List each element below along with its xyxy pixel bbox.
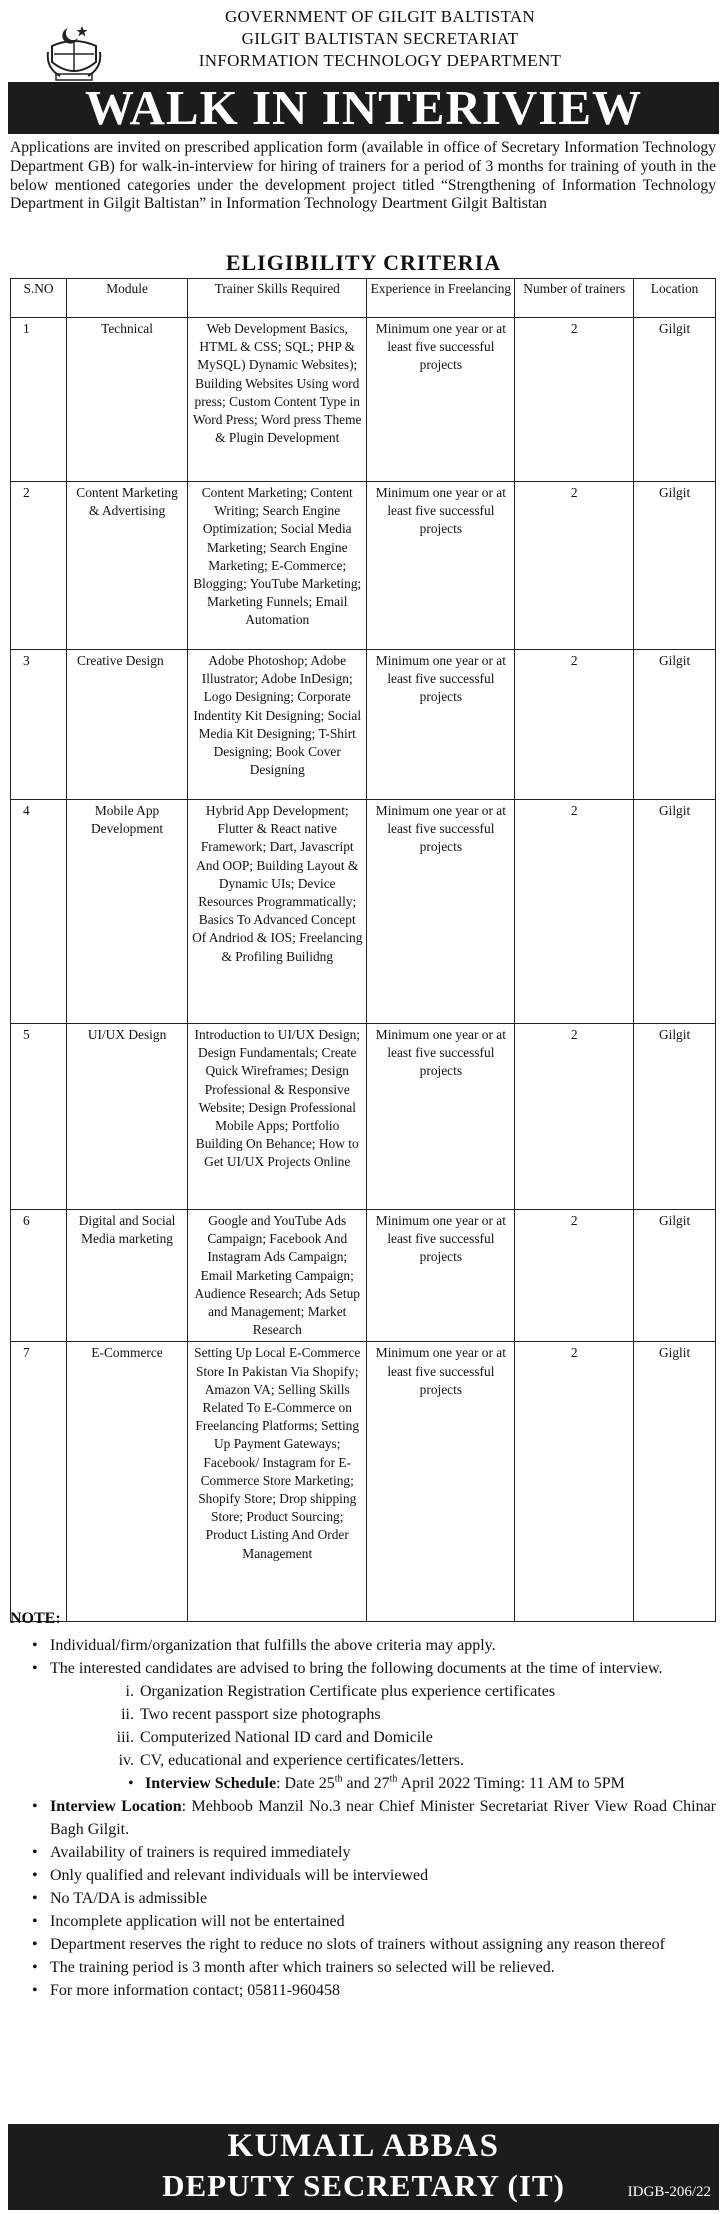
cell-experience: Minimum one year or at least five successful projects xyxy=(367,1342,515,1622)
location-text: : Mehboob Manzil No.3 near Chief Minister Secretariat River View Road Chinar Bagh Gilgit. xyxy=(50,1798,716,1838)
cell-module: UI/UX Design xyxy=(67,1024,188,1210)
notes-list xyxy=(10,1634,716,2002)
cell-skills: Hybrid App Development; Flutter & React native Framework; Dart, Javascript And OOP; Building Layout & Dynamic UIs; Device Resources Programmatically; Basics To Advanced Concept Of Andriod & IOS; Freelancing & Profiling Builidng xyxy=(188,800,367,1024)
header-line-secretariat: GILGIT BALTISTAN SECRETARIAT xyxy=(241,29,519,48)
note-title: NOTE: xyxy=(10,1610,61,1627)
cell-location: Gilgit xyxy=(634,800,716,1024)
cell-number: 2 xyxy=(515,318,634,482)
cell-experience: Minimum one year or at least five successful projects xyxy=(367,800,515,1024)
table-row xyxy=(11,1342,716,1622)
note-item: • Availability of trainers is required immediately xyxy=(32,1844,351,1861)
cell-location: Gilgit xyxy=(634,318,716,482)
cell-experience: Minimum one year or at least five successful projects xyxy=(367,1024,515,1210)
note-text: Incomplete application will not be entertained xyxy=(50,1913,345,1930)
table-row xyxy=(11,650,716,800)
table-row xyxy=(11,318,716,482)
cell-module: Creative Design xyxy=(67,650,188,800)
walk-in-banner: WALK IN INTERIVIEW xyxy=(8,82,719,134)
eligibility-table xyxy=(10,278,716,1622)
document-item xyxy=(10,1703,716,1726)
table-row xyxy=(11,1210,716,1342)
cell-skills: Google and YouTube Ads Campaign; Facebook And Instagram Ads Campaign; Email Marketing Campaign; Audience Research; Ads Setup and Management; Market Research xyxy=(188,1210,367,1342)
interview-schedule: • Interview Schedule: Date 25th and 27th April 2022 Timing: 11 AM to 5PM xyxy=(128,1773,625,1792)
note-item: • Individual/firm/organization that fulfills the above criteria may apply. xyxy=(32,1637,496,1654)
cell-skills: Adobe Photoshop; Adobe Illustrator; Adobe InDesign; Logo Designing; Corporate Indentity Kit Designing; Social Media Kit Designing; T-Shirt Designing; Book Cover Designing xyxy=(188,650,367,800)
cell-module: Content Marketing & Advertising xyxy=(67,482,188,650)
schedule-date-2: and 27 xyxy=(342,1775,390,1792)
cell-sno: 2 xyxy=(11,482,67,650)
note-item: • Incomplete application will not be entertained xyxy=(32,1913,345,1930)
signatory-name: KUMAIL ABBAS xyxy=(227,2128,500,2164)
advert-code: IDGB-206/22 xyxy=(627,2184,711,2200)
document-item xyxy=(10,1680,716,1703)
note-text: Availability of trainers is required immediately xyxy=(50,1844,351,1861)
cell-sno: 1 xyxy=(11,318,67,482)
header-number: Number of trainers xyxy=(515,279,634,318)
document-number: ii. xyxy=(121,1706,134,1723)
header-line-department: INFORMATION TECHNOLOGY DEPARTMENT xyxy=(198,51,562,70)
document-text: Computerized National ID card and Domicile xyxy=(140,1729,433,1746)
cell-location: Gilgit xyxy=(634,1024,716,1210)
document-number: iii. xyxy=(116,1729,134,1746)
note-item: • No TA/DA is admissible xyxy=(32,1890,208,1907)
cell-experience: Minimum one year or at least five successful projects xyxy=(367,650,515,800)
cell-number: 2 xyxy=(515,1210,634,1342)
table-row xyxy=(11,800,716,1024)
document-number: i. xyxy=(125,1683,134,1700)
government-emblem-icon xyxy=(46,22,102,82)
cell-module: Technical xyxy=(67,318,188,482)
ordinal-suffix: th xyxy=(389,1773,398,1785)
cell-location: Giglit xyxy=(634,1342,716,1622)
cell-sno: 7 xyxy=(11,1342,67,1622)
schedule-label: Interview Schedule xyxy=(145,1775,277,1792)
cell-skills: Introduction to UI/UX Design; Design Fundamentals; Create Quick Wireframes; Design Professional & Responsive Website; Design Professional Mobile Apps; Portfolio Building On Behance; How to Get UI/UX Projects Online xyxy=(188,1024,367,1210)
note-item: • Department reserves the right to reduce no slots of trainers without assigning any reason thereof xyxy=(32,1936,665,1953)
cell-skills: Content Marketing; Content Writing; Search Engine Optimization; Social Media Marketing; Search Engine Marketing; E-Commerce; Blogging; YouTube Marketing; Marketing Funnels; Email Automation xyxy=(188,482,367,650)
cell-experience: Minimum one year or at least five successful projects xyxy=(367,1210,515,1342)
note-text: The interested candidates are advised to bring the following documents at the time of interview. xyxy=(50,1660,663,1677)
cell-number: 2 xyxy=(515,1024,634,1210)
cell-number: 2 xyxy=(515,482,634,650)
ordinal-suffix: th xyxy=(334,1773,343,1785)
note-text: Department reserves the right to reduce no slots of trainers without assigning any reason thereof xyxy=(50,1936,665,1953)
cell-sno: 6 xyxy=(11,1210,67,1342)
table-row xyxy=(11,482,716,650)
cell-sno: 3 xyxy=(11,650,67,800)
cell-number: 2 xyxy=(515,1342,634,1622)
header-experience: Experience in Freelancing xyxy=(367,279,515,318)
signature-footer xyxy=(8,2124,719,2210)
note-item: • Only qualified and relevant individuals will be interviewed xyxy=(32,1867,429,1884)
header-location: Location xyxy=(634,279,716,318)
note-item: • The interested candidates are advised to bring the following documents at the time of interview. xyxy=(32,1660,663,1677)
header-lines xyxy=(120,6,640,72)
note-text: No TA/DA is admissible xyxy=(50,1890,208,1907)
note-text: Only qualified and relevant individuals will be interviewed xyxy=(50,1867,429,1884)
cell-number: 2 xyxy=(515,800,634,1024)
header-sno: S.NO xyxy=(11,279,67,318)
table-header-row xyxy=(11,279,716,318)
note-text: The training period is 3 month after which trainers so selected will be relieved. xyxy=(50,1959,555,1976)
cell-module: E-Commerce xyxy=(67,1342,188,1622)
cell-sno: 4 xyxy=(11,800,67,1024)
eligibility-title: ELIGIBILITY CRITERIA xyxy=(225,250,502,275)
document-text: CV, educational and experience certificates/letters. xyxy=(140,1752,464,1769)
cell-sno: 5 xyxy=(11,1024,67,1210)
cell-experience: Minimum one year or at least five successful projects xyxy=(367,318,515,482)
document-item xyxy=(10,1749,716,1772)
document-item xyxy=(10,1726,716,1749)
cell-location: Gilgit xyxy=(634,482,716,650)
contact-text: For more information contact; 05811-960458 xyxy=(50,1982,341,1999)
cell-skills: Web Development Basics, HTML & CSS; SQL; PHP & MySQL) Dynamic Websites); Building Websites Using word press; Custom Content Type in Word Press; Word press Theme & Plugin Development xyxy=(188,318,367,482)
header-skills: Trainer Skills Required xyxy=(188,279,367,318)
cell-location: Gilgit xyxy=(634,1210,716,1342)
header-module: Module xyxy=(67,279,188,318)
cell-module: Mobile App Development xyxy=(67,800,188,1024)
cell-location: Gilgit xyxy=(634,650,716,800)
table-row xyxy=(11,1024,716,1210)
note-text: Individual/firm/organization that fulfills the above criteria may apply. xyxy=(50,1637,496,1654)
document-number: iv. xyxy=(118,1752,134,1769)
location-label: Interview Location xyxy=(50,1798,182,1815)
cell-experience: Minimum one year or at least five successful projects xyxy=(367,482,515,650)
schedule-date-1: : Date 25 xyxy=(276,1775,335,1792)
document-text: Organization Registration Certificate plus experience certificates xyxy=(140,1683,556,1700)
header-line-government: GOVERNMENT OF GILGIT BALTISTAN xyxy=(224,7,536,26)
note-item: • The training period is 3 month after which trainers so selected will be relieved. xyxy=(32,1959,555,1976)
interview-location: • Interview Location: Mehboob Manzil No.3 near Chief Minister Secretariat River View Road Chinar Bagh Gilgit. xyxy=(32,1798,716,1838)
intro-paragraph: Applications are invited on prescribed application form (available in office of Secretary Information Technology Department GB) for walk-in-interview for hiring of trainers for a period of 3 months for training of youth in the below mentioned categories under the development project titled “Strengthening of Information Technology Department in Gilgit Baltistan” in Information Technology Deartment Gilgit Baltistan xyxy=(10,139,716,213)
signatory-title: DEPUTY SECRETARY (IT) xyxy=(162,2168,565,2203)
cell-skills: Setting Up Local E-Commerce Store In Pakistan Via Shopify; Amazon VA; Selling Skills Related To E-Commerce on Freelancing Platforms; Setting Up Payment Gateways; Facebook/ Instagram for E-Commerce Store Marketing; Shopify Store; Drop shipping Store; Product Sourcing; Product Listing And Order Management xyxy=(188,1342,367,1622)
schedule-timing: April 2022 Timing: 11 AM to 5PM xyxy=(397,1775,625,1792)
cell-number: 2 xyxy=(515,650,634,800)
document-text: Two recent passport size photographs xyxy=(140,1706,381,1723)
cell-module: Digital and Social Media marketing xyxy=(67,1210,188,1342)
note-item: • For more information contact; 05811-960458 xyxy=(32,1982,341,1999)
